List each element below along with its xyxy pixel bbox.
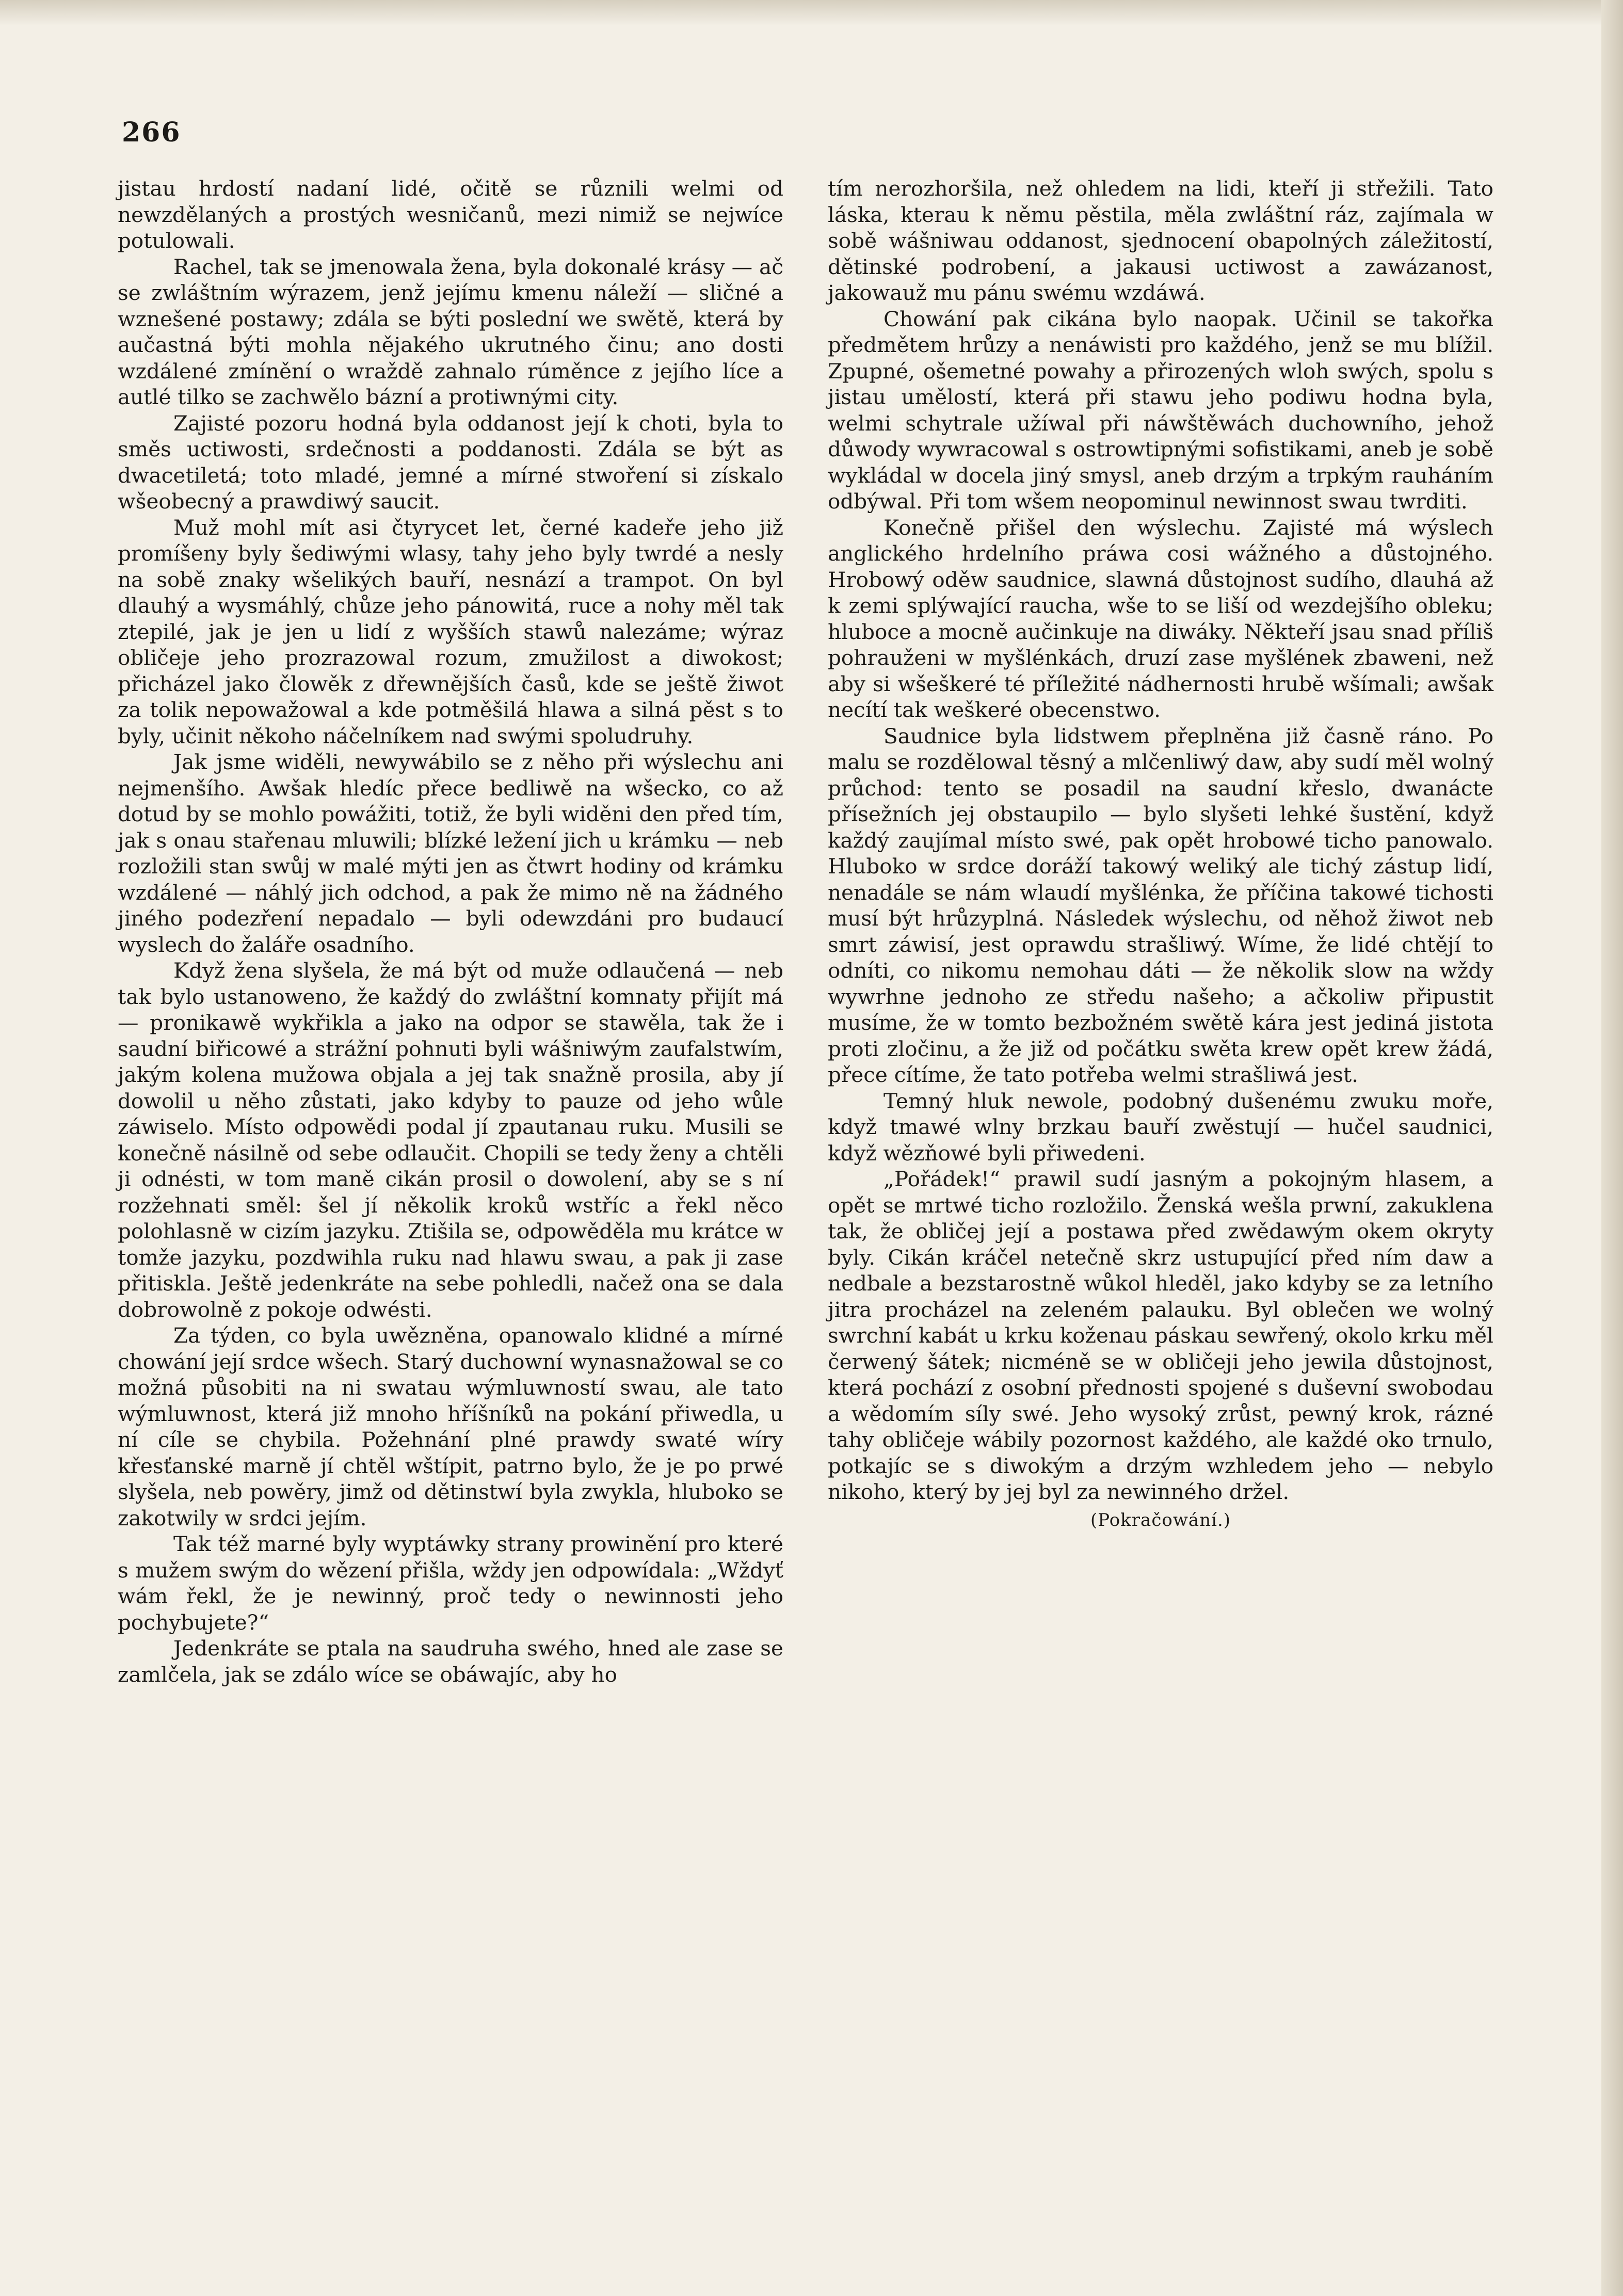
right-column xyxy=(828,176,1493,1533)
paragraph: Když žena slyšela, že má být od muže odlaučená — neb tak bylo ustanoweno, že každý do zwláštní komnaty přijít má — pronikawě wykřikla a jako na odpor se stawěla, tak že i saudní biřicowé a strážní pohnuti byli wášniwým zaufalstwím, jakým kolena mužowa objala a jej tak snažně prosila, aby jí dowolil u něho zůstati, jako kdyby to pauze od jeho wůle záwiselo. Místo odpowědi podal jí zpautanau ruku. Musili se konečně násilně od sebe odlaučit. Chopili se tedy ženy a chtěli ji odnésti, w tom maně cikán prosil o dowolení, aby se s ní rozžehnati směl: šel jí několik kroků wstříc a řekl něco polohlasně w cizím jazyku. Ztišila se, odpowěděla mu krátce w tomže jazyku, pozdwihla ruku nad hlawu swau, a pak ji zase přitiskla. Ještě jedenkráte na sebe pohledli, načež ona se dala dobrowolně z pokoje odwésti. xyxy=(118,958,783,1322)
paragraph: „Pořádek!“ prawil sudí jasným a pokojným hlasem, a opět se mrtwé ticho rozložilo. Ženská wešla prwní, zakuklena tak, že obličej její a postawa před zwědawým okem okryty byly. Cikán kráčel netečně skrz ustupující před ním daw a nedbale a bezstarostně wůkol hleděl, jako kdyby se za letního jitra procházel na zeleném palauku. Byl oblečen we wolný swrchní kabát u krku koženau páskau sewřený, okolo krku měl čerwený šátek; nicméně se w obličeji jeho jewila důstojnost, která pochází z osobní přednosti spojené s duševní swobodau a wědomím síly swé. Jeho wysoký zrůst, pewný krok, rázné tahy obličeje wábily pozornost každého, ale každé oko trnulo, potkajíc se s diwokým a drzým wzhledem jeho — nebylo nikoho, který by jej byl za newinného držel. xyxy=(828,1167,1493,1504)
paragraph: Konečně přišel den wýslechu. Zajisté má wýslech anglického hrdelního práwa cosi wážného a důstojného. Hrobowý oděw saudnice, slawná důstojnost sudího, dlauhá až k zemi splýwající raucha, wše to se liší od wezdejšího obleku; hluboce a mocně aučinkuje na diwáky. Někteří jsau snad příliš pohrauženi w myšlénkách, druzí zase myšlének zbaweni, než aby si wšeškeré té příležité nádhernosti hrubě wšímali; awšak necítí tak weškeré obecenstwo. xyxy=(828,515,1493,722)
paragraph: Zajisté pozoru hodná byla oddanost její k choti, byla to směs uctiwosti, srdečnosti a poddanosti. Zdála se být as dwacetiletá; toto mladé, jemné a mírné stwoření si získalo wšeobecný a prawdiwý saucit. xyxy=(118,410,783,514)
page-number: 266 xyxy=(122,117,181,148)
paragraph: Muž mohl mít asi čtyrycet let, černé kadeře jeho již promíšeny byly šediwými wlasy, tahy jeho byly twrdé a nesly na sobě znaky wšelikých bauří, nesnází a trampot. On byl dlauhý a wysmáhlý, chůze jeho pánowitá, ruce a nohy měl tak ztepilé, jak je jen u lidí z wyšších stawů nalezáme; wýraz obličeje jeho prozrazowal rozum, zmužilost a diwokost; přicházel jako člowěk z dřewnějších časů, kde se ještě žiwot za tolik nepowažowal a kde potměšilá hlawa a silná pěst s to byly, učinit někoho náčelníkem nad swými spoludruhy. xyxy=(118,515,783,748)
paragraph: tím nerozhoršila, než ohledem na lidi, kteří ji střežili. Tato láska, kterau k němu pěstila, měla zwláštní ráz, zajímala w sobě wášniwau oddanost, sjednocení obapolných záležitostí, dětinské podrobení, a jakausi uctiwost a zawázanost, jakowauž mu pánu swému wzdáwá. xyxy=(828,176,1493,305)
paragraph: Tak též marné byly wyptáwky strany prowinění pro které s mužem swým do wězení přišla, wždy jen odpowídala: „Wždyť wám řekl, že je newinný, proč tedy o newinnosti jeho pochybujete?“ xyxy=(118,1532,783,1635)
left-column xyxy=(118,176,783,1687)
paragraph: Temný hluk newole, podobný dušenému zwuku moře, když tmawé wlny brzkau bauří zwěstují — hučel saudnici, když wězňowé byli přiwedeni. xyxy=(828,1088,1493,1166)
page-top-shadow xyxy=(0,0,1623,26)
paragraph: Chowání pak cikána bylo naopak. Učinil se takořka předmětem hrůzy a nenáwisti pro každého, jenž se mu blížil. Zpupné, ošemetné powahy a přirozených wloh swých, spolu s jistau umělostí, která při stawu jeho podiwu hodna byla, welmi schytrale užíwal při náwštěwách duchowního, jehož důwody wywracowal s ostrowtipnými sofistikami, aneb je sobě wykládal w docela jiný smysl, aneb drzým a trpkým rauháním odbýwal. Při tom wšem neopominul newinnost swau twrditi. xyxy=(828,306,1493,514)
page-binding-edge xyxy=(1601,0,1623,2296)
continued-note: (Pokračowání.) xyxy=(1090,1509,1231,1530)
paragraph: Jak jsme widěli, newywábilo se z něho při wýslechu ani nejmenšího. Awšak hledíc přece bedliwě na wšecko, co až dotud by se mohlo powážiti, totiž, že byli widěni den před tím, jak s onau stařenau mluwili; blízké ležení jich u krámku — neb rozložili stan swůj w malé mýti jen as čtwrt hodiny od krámku wzdálené — náhlý jich odchod, a pak že mimo ně na žádného jiného podezření nepadalo — byli odewzdáni pro budaucí wyslech do žaláře osadního. xyxy=(118,750,783,957)
paragraph: Za týden, co byla uwězněna, opanowalo klidné a mírné chowání její srdce wšech. Starý duchowní wynasnažowal se co možná působiti na ni swatau wýmluwností swau, ale tato wýmluwnost, která již mnoho hříšníků na pokání přiwedla, u ní cíle se chybila. Požehnání plné prawdy swaté wíry křesťanské marně jí chtěl wštípit, patrno bylo, že je po prwé slyšela, neb powěry, jimž od dětinstwí byla zwykla, hluboko se zakotwily w srdci jejím. xyxy=(118,1323,783,1530)
paragraph: Jedenkráte se ptala na saudruha swého, hned ale zase se zamlčela, jak se zdálo wíce se obáwajíc, aby ho xyxy=(118,1636,783,1687)
paragraph: Rachel, tak se jmenowala žena, byla dokonalé krásy — ač se zwláštním wýrazem, jenž jejímu kmenu náleží — sličné a wznešené postawy; zdála se býti poslední we swětě, která by aučastná býti mohla nějakého ukrutného činu; ano dosti wzdálené zmínění o wraždě zahnalo rúměnce z jejího líce a autlé tilko se zachwělo bázní a protiwnými city. xyxy=(118,254,783,409)
paragraph: jistau hrdostí nadaní lidé, očitě se různili welmi od newzdělaných a prostých wesničanů, mezi nimiž se nejwíce potulowali. xyxy=(118,176,783,253)
paragraph: Saudnice byla lidstwem přeplněna již časně ráno. Po malu se rozdělowal těsný a mlčenliwý daw, aby sudí měl wolný průchod: tento se posadil na saudní křeslo, dwanácte přísežních jej obstaupilo — bylo slyšeti lehké šustění, když každý zaujímal místo swé, pak opět hrobowé ticho panowalo. Hluboko w srdce doráží takowý weliký ale tichý zástup lidí, nenadále se nám wlaudí myšlénka, že příčina takowé tichosti musí být hrůzyplná. Následek wýslechu, od něhož žiwot neb smrt záwisí, jest oprawdu strašliwý. Wíme, že lidé chtějí to odníti, co nikomu nemohau dáti — že několik slow na wždy wywrhne jednoho ze středu našeho; a ačkoliw připustit musíme, že w tomto bezbožném swětě kára jest jediná jistota proti zločinu, a že již od počátku swěta krew opět krew žádá, přece cítíme, že tato potřeba welmi strašliwá jest. xyxy=(828,723,1493,1087)
